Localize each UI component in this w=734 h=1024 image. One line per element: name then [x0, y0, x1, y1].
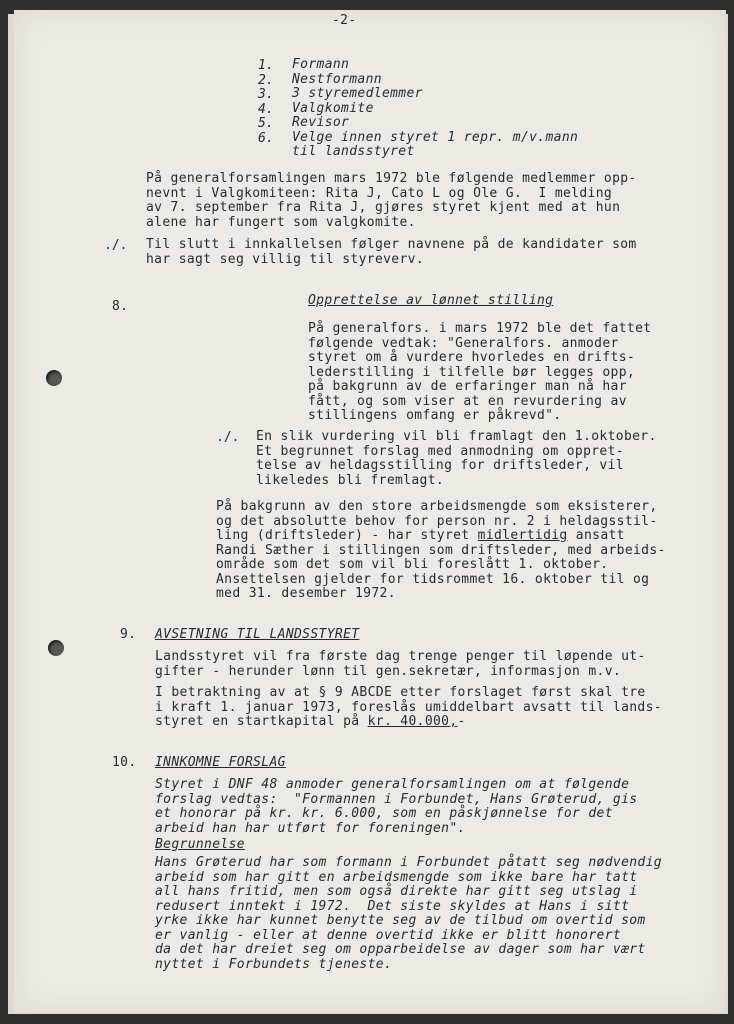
election-list-number: 5. — [258, 116, 274, 131]
section-8-paragraph-2: En slik vurdering vil bli framlagt den 1.oktober. Et begrunnet forslag med anmodning om oppret- telse av heldagsstilling for driftsleder, vil likeledes bli fremlagt. — [256, 429, 657, 488]
section-9-paragraph-1: Landsstyret vil fra første dag trenge penger til løpende ut- gifter - herunder lønn til gen.sekretær, informasjon m.v. — [155, 649, 646, 679]
attachment-mark: ./. — [104, 238, 128, 253]
underlined-amount: kr. 40.000, — [367, 714, 458, 729]
paragraph-text: - — [457, 714, 466, 729]
section-10-number: 10. — [112, 755, 137, 770]
section-10-heading: INNKOMNE FORSLAG — [155, 755, 286, 770]
section-8-paragraph-3 — [216, 500, 666, 602]
election-list-number: 3. — [258, 87, 274, 102]
section-8-heading: Opprettelse av lønnet stilling — [308, 293, 554, 308]
election-list-number: 4. — [258, 101, 274, 117]
section-9-heading: AVSETNING TIL LANDSSTYRET — [155, 627, 360, 642]
valgkomite-paragraph: På generalforsamlingen mars 1972 ble følgende medlemmer opp- nevnt i Valgkomiteen: Rita J, Cato L og Ole G. I melding av 7. september fra Rita J, gjøres styret kjent med at hun alene har fungert som valgkomite. — [146, 171, 637, 230]
election-list-item: Valgkomite — [292, 100, 374, 116]
section-8-paragraph-1: På generalfors. i mars 1972 ble det fattet følgende vedtak: "Generalfors. anmoder styret om å vurdere hvorledes en drifts- lederstilling i tilfelle bør legges opp, på bakgrunn av de erfaringer man nå har fått, og som viser at en revurdering av stillingens omfang er påkrevd". — [308, 321, 652, 423]
paragraph-text: I betraktning av at § 9 ABCDE etter forslaget først skal tre i kraft 1. januar 1973, foreslås umiddelbart avsatt til lands- styret en startkapital på — [155, 685, 662, 729]
election-list-number: 6. — [258, 130, 274, 146]
section-9-paragraph-2 — [155, 686, 662, 730]
paragraph-text: ansatt Randi Sæther i stillingen som driftsleder, med arbeids- område som det som vil bli foreslått 1. oktober. Ansettelsen gjelder for tidsrommet 16. oktober til og med 31. desember 1972. — [216, 528, 666, 601]
kandidater-paragraph: Til slutt i innkallelsen følger navnene på de kandidater som har sagt seg villig til styreverv. — [146, 237, 637, 267]
punch-hole — [48, 640, 64, 656]
election-list-number: 2. — [258, 72, 274, 88]
underlined-word: midlertidig — [477, 528, 568, 543]
attachment-mark: ./. — [216, 430, 240, 445]
justification-heading: Begrunnelse — [155, 837, 245, 852]
election-list-item: Revisor — [292, 115, 350, 130]
election-list-item: Formann — [292, 57, 350, 72]
section-10-proposal: Styret i DNF 48 anmoder generalforsamlingen om at følgende forslag vedtas: "Formannen i Forbundet, Hans Grøterud, gis et honorar på kr. kr. 6.000, som en påskjønnelse for det arbeid han har utført for foreningen". — [155, 777, 638, 836]
election-list-item: Velge innen styret 1 repr. m/v.mann til landsstyret — [292, 129, 579, 159]
election-list-number: 1. — [258, 58, 274, 73]
punch-hole — [46, 370, 62, 386]
page-number: -2- — [332, 13, 357, 28]
election-list-item: 3 styremedlemmer — [292, 86, 423, 101]
election-list-item: Nestformann — [292, 71, 382, 87]
justification-text: Hans Grøterud har som formann i Forbundet påtatt seg nødvendig arbeid som har gitt en arbeidsmengde som ikke bare har tatt all hans fritid, men som også direkte har gitt seg utslag i redusert inntekt i 1972. Det siste skyldes at Hans i sitt yrke ikke har kunnet benytte seg av de tilbud om overtid som er vanlig - eller at denne overtid ikke er blitt honorert da det har dreiet seg om opparbeidelse av dager som har vært nyttet i Forbundets tjeneste. — [155, 855, 662, 972]
paragraph-text: På bakgrunn av den store arbeidsmengde som eksisterer, og det absolutte behov for person nr. 2 i heldagsstil- ling (driftsleder) - har styret — [216, 499, 658, 543]
section-9-number: 9. — [120, 627, 137, 642]
section-8-number: 8. — [112, 299, 129, 314]
